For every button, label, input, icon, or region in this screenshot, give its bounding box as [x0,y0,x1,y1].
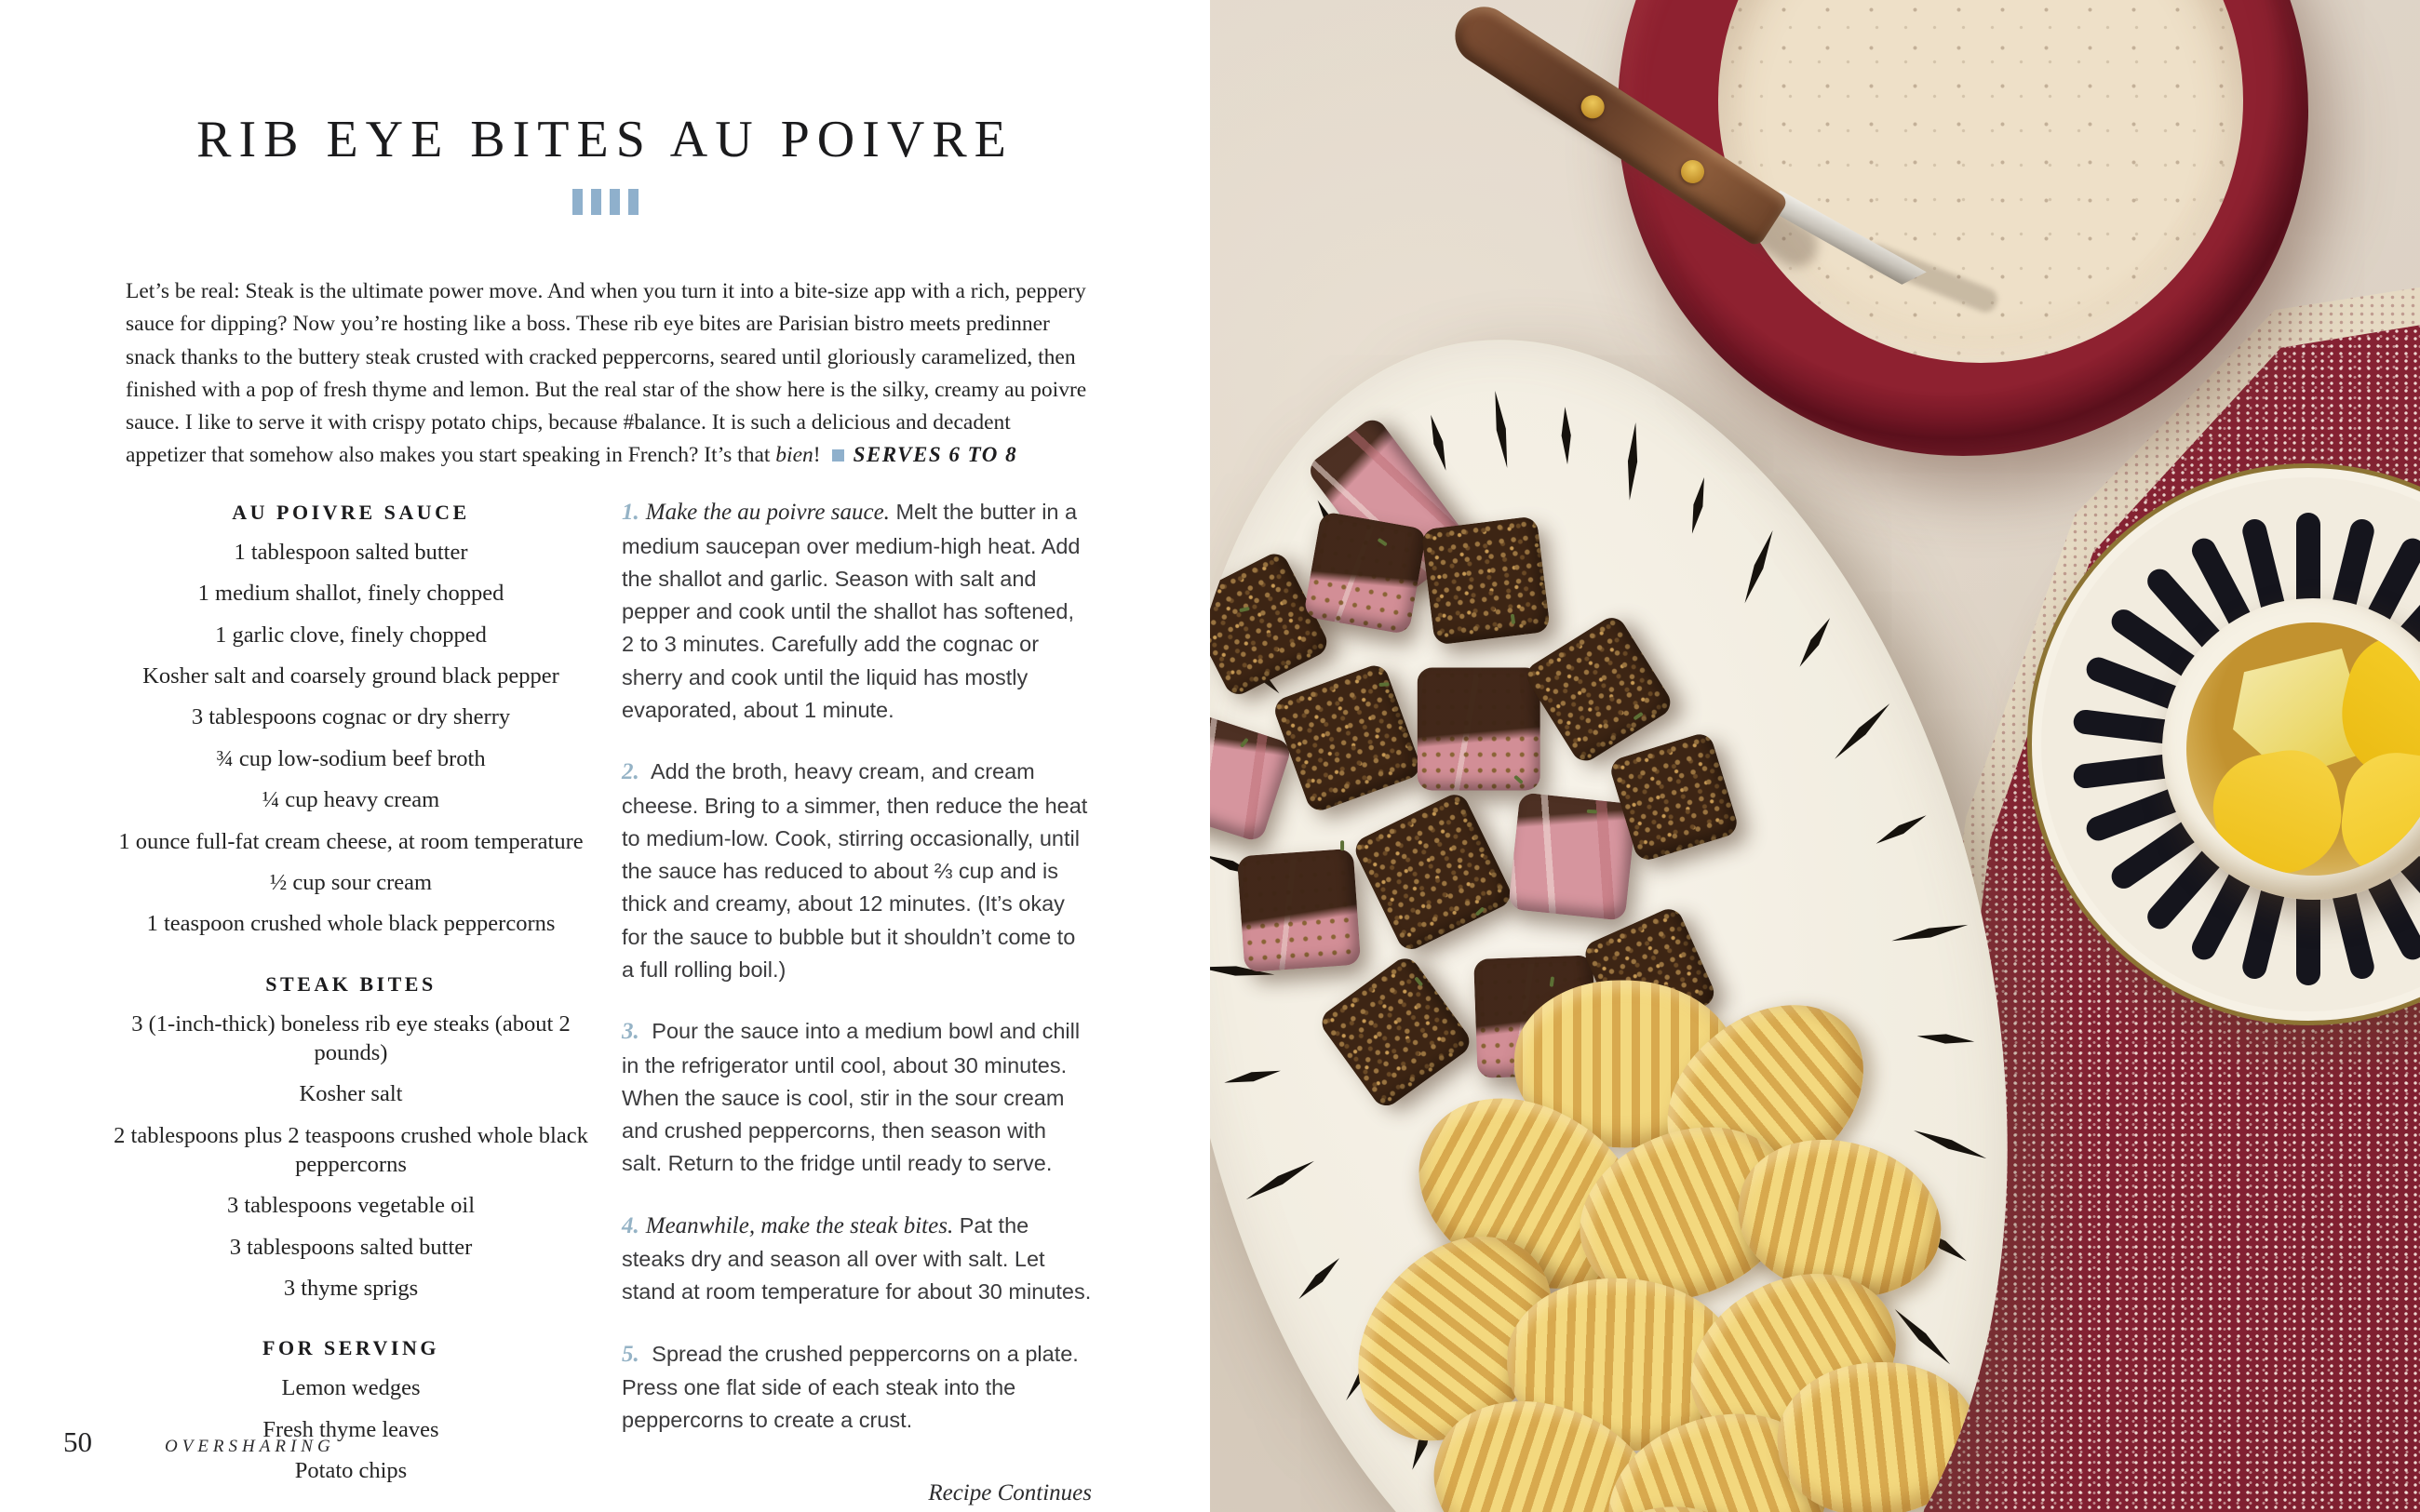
steak-bite [1236,848,1360,971]
ingredient-item: Kosher salt and coarsely ground black pepper [142,663,559,689]
platter-rim-motif [1557,407,1576,465]
steak-bite [1302,511,1426,635]
instruction-steps [622,495,1092,1438]
platter-rim-motif [1889,1304,1956,1370]
steak-bite [1210,712,1293,843]
page-number: 50 [63,1425,92,1458]
steak-bite [1418,668,1540,791]
platter-rim-motif [1684,475,1712,535]
knife-rivet [1676,155,1709,188]
step-text: Pour the sauce into a medium bowl and chill in the refrigerator until cool, about 30 minutes. When the sauce is cool, stir in the sour cream and crushed peppercorns, then season with salt. Return to the fridge until ready to serve. [622,1019,1081,1176]
ingredient-item: 1 ounce full-fat cream cheese, at room temperature [118,828,584,854]
instruction-step [622,495,1092,727]
platter-rim-motif [1911,1123,1989,1166]
divider-bar [610,189,620,215]
steak-bite [1522,612,1675,766]
instruction-step [622,1014,1092,1181]
ingredient-item: ½ cup sour cream [269,869,433,895]
step-number: 3. [622,1019,639,1044]
platter-rim-motif [1738,528,1781,607]
ingredient-item: ¾ cup low-sodium beef broth [216,745,486,771]
instruction-step [622,1209,1092,1309]
step-lead-in: Meanwhile, make the steak bites. [645,1212,954,1238]
food-photo [1210,0,2420,1512]
lemon-wedge [2334,746,2420,876]
recipe-intro [126,275,1089,473]
platter-rim-motif [1293,1252,1345,1305]
step-number: 5. [622,1341,639,1367]
steak-bite [1316,953,1474,1111]
ingredient-item: 3 tablespoons cognac or dry sherry [191,704,511,730]
step-text: Melt the butter in a medium saucepan over medium-high heat. Add the shallot and garlic. Season with salt and pepper and cook until the shallot has softened, 2 to 3 minutes. Carefully add the cognac or sherry and cook until the liquid has mostly evaporated, about 1 minute. [622,500,1081,722]
ingredient-item: ¼ cup heavy cream [262,787,440,813]
platter-rim-motif [1487,389,1515,469]
book-title: OVERSHARING [165,1437,335,1456]
thyme-leaf [1340,840,1344,850]
ingredient-group-heading: FOR SERVING [262,1336,439,1360]
serves-label: SERVES 6 TO 8 [853,443,1018,467]
recipe-title: RIB EYE BITES AU POIVRE [196,111,1014,168]
intro-punctuation: ! [813,443,821,468]
steak-bite [1351,790,1515,955]
platter-rim-motif [1829,698,1895,765]
ingredient-group-heading: AU POIVRE SAUCE [232,501,470,524]
knife-rivet [1577,91,1609,124]
ingredient-item: Kosher salt [299,1081,403,1107]
steak-bite [1420,515,1550,645]
ingredient-item: Fresh thyme leaves [262,1416,439,1442]
serves-bullet-square [832,449,844,462]
step-text: Add the broth, heavy cream, and cream cheese. Bring to a simmer, then reduce the heat to medium-low. Cook, stirring occasionally, until the sauce has reduced to about ⅔ cup and is thick and creamy, about 12 minutes. (It’s okay for the sauce to bubble but it shouldn’t come to a full rolling boil.) [622,759,1088,982]
title-divider-bars [0,189,1210,215]
ingredient-item: 3 (1-inch-thick) boneless rib eye steaks (about 2 pounds) [131,1010,571,1065]
ingredient-group-heading: STEAK BITES [265,971,437,996]
ingredient-item: Potato chips [294,1458,408,1484]
ingredient-item: 2 tablespoons plus 2 teaspoons crushed whole black peppercorns [114,1122,588,1178]
ingredient-item: 3 tablespoons salted butter [229,1234,473,1260]
ingredient-item: 3 tablespoons vegetable oil [226,1193,476,1219]
ingredients-column [110,501,592,1498]
step-text: Spread the crushed peppercorns on a plate. Press one flat side of each steak into the peppercorns to create a crust. [622,1341,1079,1433]
platter-rim-motif [1873,808,1930,850]
ingredient-item: 1 garlic clove, finely chopped [215,622,487,648]
recipe-continues-note: Recipe Continues [928,1479,1092,1505]
ingredient-item: 1 teaspoon crushed whole black peppercorns [146,911,556,937]
step-lead-in: Make the au poivre sauce. [645,500,890,525]
divider-bar [572,189,583,215]
step-text: Pat the steaks dry and season all over with salt. Let stand at room temperature for about 30 minutes. [622,1212,1092,1305]
step-number: 4. [622,1212,639,1238]
ingredient-item: 1 medium shallot, finely chopped [197,581,504,607]
intro-text: Let’s be real: Steak is the ultimate power move. And when you turn it into a bite-size app with a rich, peppery sauce for dipping? Now you’re hosting like a boss. These rib eye bites are Parisian bistro meets predinner snack thanks to the buttery steak crusted with cracked peppercorns, seared until gloriously caramelized, then finished with a pop of fresh thyme and lemon. But the real star of the show here is the silky, creamy au poivre sauce. I like to serve it with crispy potato chips, because #balance. It is such a delicious and decadent appetizer that somehow also makes you start speaking in French? It’s that [126,279,1087,468]
platter-rim-motif [1793,614,1836,672]
step-number: 1. [622,500,639,525]
divider-bar [591,189,601,215]
step-number: 2. [622,759,639,784]
platter-rim-motif [1916,1028,1975,1050]
thyme-leaf [1378,682,1389,687]
instruction-step [622,755,1092,986]
platter-rim-motif [1243,1155,1318,1207]
lemon-bowl-interior [2186,622,2420,876]
platter-rim-motif [1889,917,1970,949]
divider-bar [628,189,639,215]
steak-bite [1508,792,1636,920]
platter-rim-motif [1423,412,1454,472]
intro-italic-word: bien [775,443,813,468]
ingredient-item: Lemon wedges [281,1375,421,1401]
instructions-column [622,495,1092,1506]
platter-rim-motif [1222,1064,1282,1091]
page-footer [63,1425,335,1459]
platter-rim-motif [1622,421,1644,501]
steak-bite [1271,662,1424,814]
instruction-step [622,1337,1092,1438]
thyme-leaf [1587,810,1597,814]
ingredient-item: 1 tablespoon salted butter [234,540,468,565]
ingredient-item: 3 thyme sprigs [283,1276,419,1302]
